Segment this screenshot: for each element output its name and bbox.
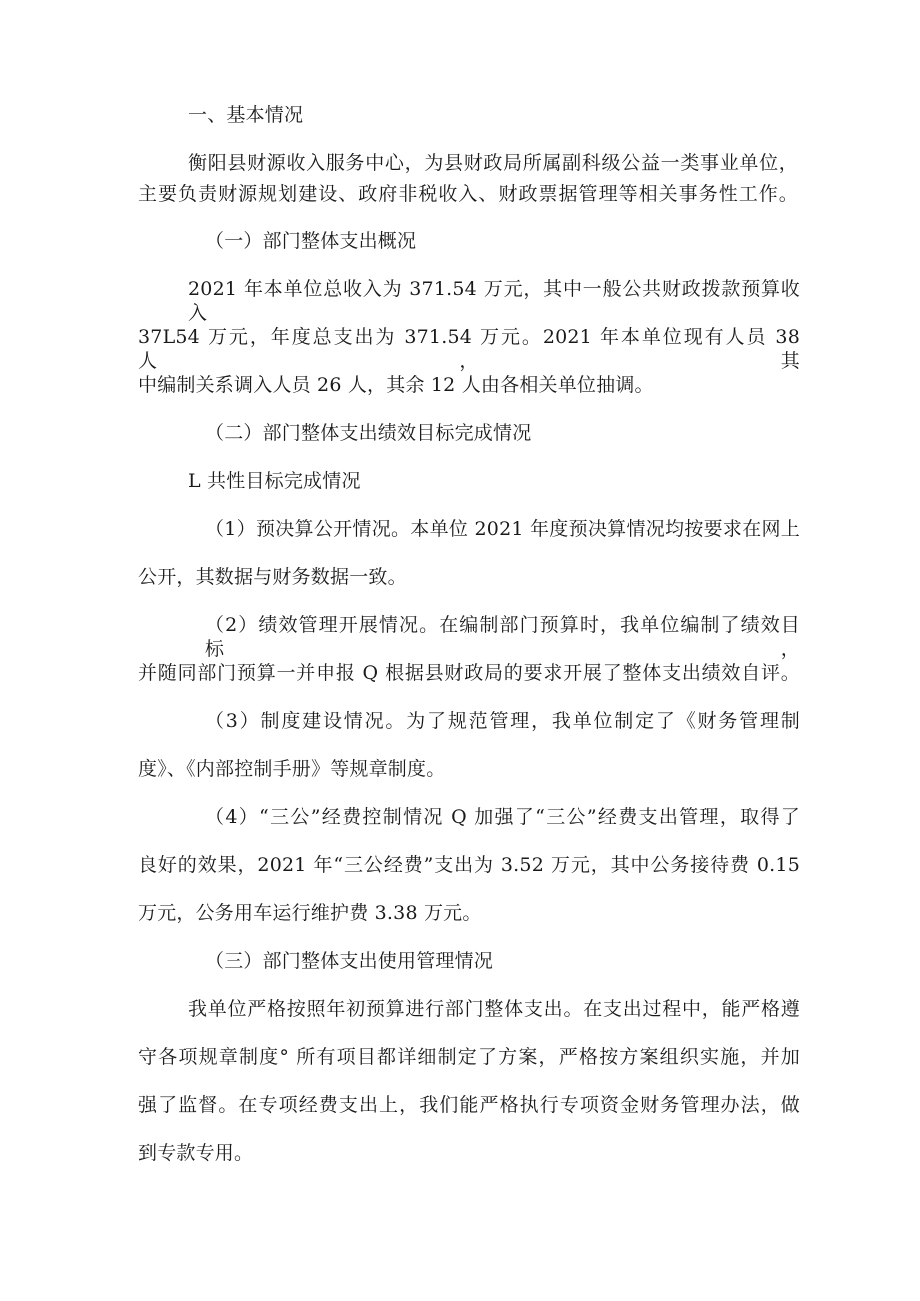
- paragraph-usage-line-2: 守各项规章制度° 所有项目都详细制定了方案，严格按方案组织实施，并加: [138, 1046, 800, 1068]
- section-heading-basic: 一、基本情况: [188, 104, 304, 126]
- item-2-line-1: （2）绩效管理开展情况。在编制部门预算时，我单位编制了绩效目标，: [205, 614, 800, 660]
- subheading-goals: （二）部门整体支出绩效目标完成情况: [205, 422, 532, 444]
- paragraph-overview-line-1: 2021 年本单位总收入为 371.54 万元，其中一般公共财政拨款预算收入: [188, 278, 800, 324]
- paragraph-usage-line-1: 我单位严格按照年初预算进行部门整体支出。在支出过程中，能严格遵: [188, 998, 800, 1020]
- paragraph-usage-line-3: 强了监督。在专项经费支出上，我们能严格执行专项资金财务管理办法，做: [138, 1094, 800, 1116]
- paragraph-overview-line-3: 中编制关系调入人员 26 人，其余 12 人由各相关单位抽调。: [138, 374, 654, 396]
- subheading-overview: （一）部门整体支出概况: [205, 230, 417, 252]
- subheading-common-goals: L 共性目标完成情况: [188, 470, 361, 492]
- item-3-line-1: （3）制度建设情况。为了规范管理，我单位制定了《财务管理制: [205, 710, 800, 732]
- item-2-line-2: 并随同部门预算一并申报 Q 根据县财政局的要求开展了整体支出绩效自评。: [138, 662, 800, 684]
- item-3-line-2: 度》、《内部控制手册》等规章制度。: [138, 758, 446, 780]
- item-4-line-1: （4）“三公”经费控制情况 Q 加强了“三公”经费支出管理，取得了: [205, 806, 800, 828]
- paragraph-intro-line-2: 主要负责财源规划建设、政府非税收入、财政票据管理等相关事务性工作。: [138, 183, 798, 205]
- item-1-line-2: 公开，其数据与财务数据一致。: [138, 566, 407, 588]
- paragraph-usage-line-4: 到专款专用。: [138, 1142, 254, 1164]
- item-1-line-1: （1）预决算公开情况。本单位 2021 年度预决算情况均按要求在网上: [205, 518, 800, 540]
- item-4-line-3: 万元，公务用车运行维护费 3.38 万元。: [138, 902, 482, 924]
- paragraph-intro-line-1: 衡阳县财源收入服务中心，为县财政局所属副科级公益一类事业单位，: [188, 152, 798, 174]
- paragraph-overview-line-2: 37L54 万元，年度总支出为 371.54 万元。2021 年本单位现有人员 38 人，其: [138, 326, 800, 372]
- item-4-line-2: 良好的效果，2021 年“三公经费”支出为 3.52 万元，其中公务接待费 0.15: [138, 854, 800, 876]
- subheading-usage: （三）部门整体支出使用管理情况: [205, 950, 494, 972]
